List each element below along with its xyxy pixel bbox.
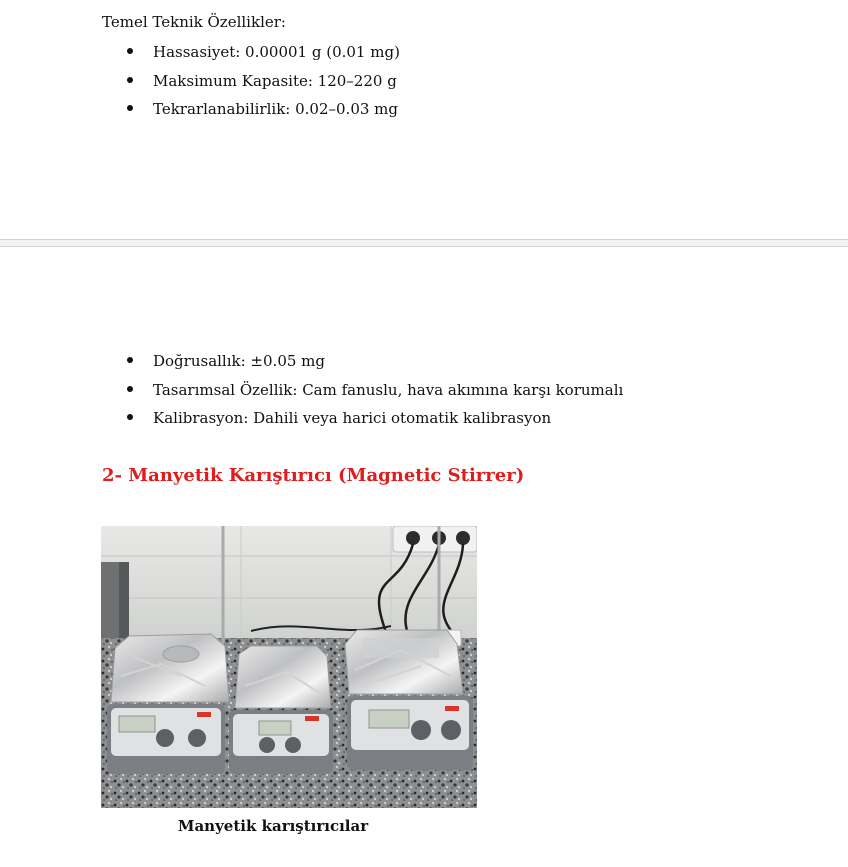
list-item-text: Hassasiyet: 0.00001 g (0.01 mg): [153, 43, 400, 61]
bullet-icon: [127, 357, 133, 363]
spec-intro-text: Temel Teknik Özellikler:: [102, 13, 286, 31]
list-item-text: Maksimum Kapasite: 120–220 g: [153, 71, 397, 90]
list-item-text: Doğrusallık: ±0.05 mg: [153, 352, 325, 370]
document-page-1: [0, 0, 848, 239]
list-item: [0, 99, 400, 128]
list-item: [0, 71, 400, 100]
list-item: [0, 351, 623, 380]
bullet-icon: [127, 414, 133, 420]
list-item-text: Kalibrasyon: Dahili veya harici otomatik kalibrasyon: [153, 409, 552, 428]
bullet-icon: [127, 48, 133, 54]
spec-list-page-2: [0, 351, 623, 437]
list-item-text: Tasarımsal Özellik: Cam fanuslu, hava akımına karşı korumalı: [153, 380, 624, 399]
bullet-icon: [127, 386, 133, 392]
magnetic-stirrers-photo: [101, 526, 477, 808]
page-break: [0, 239, 848, 247]
figure-caption: Manyetik karıştırıcılar: [177, 817, 369, 835]
list-item: [0, 42, 400, 71]
list-item: [0, 408, 623, 437]
list-item-text: Tekrarlanabilirlik: 0.02–0.03 mg: [153, 100, 398, 119]
bullet-icon: [127, 105, 133, 111]
spec-list-page-1: [0, 42, 400, 128]
section-heading: 2- Manyetik Karıştırıcı (Magnetic Stirrer): [102, 465, 525, 486]
list-item: [0, 380, 623, 409]
bullet-icon: [127, 77, 133, 83]
